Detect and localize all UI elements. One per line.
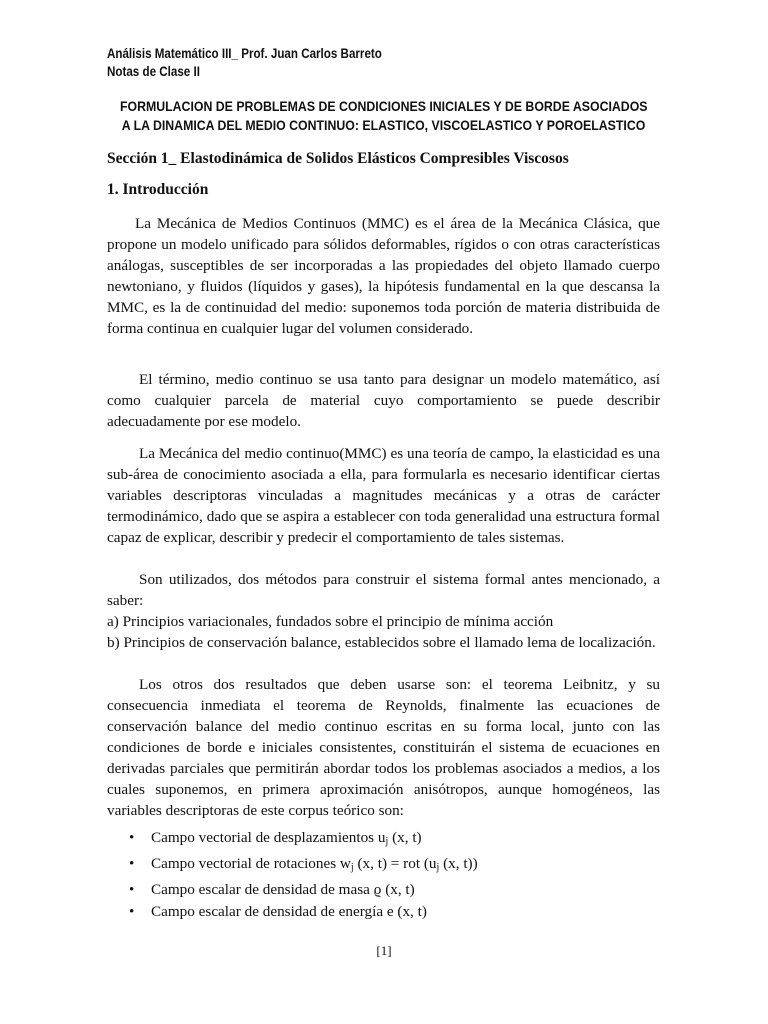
header-course-line: Análisis Matemático III_ Prof. Juan Carlos Barreto xyxy=(107,46,382,61)
subsection-heading: 1. Introducción xyxy=(107,181,209,198)
paragraph-4: Son utilizados, dos métodos para construir el sistema formal antes mencionado, a saber: xyxy=(107,571,660,609)
header-notes-line: Notas de Clase II xyxy=(107,64,200,79)
list-item-a: a) Principios variacionales, fundados sobre el principio de mínima acción xyxy=(107,613,554,630)
list-item: • Campo vectorial de desplazamientos $u_j$ (x, t) xyxy=(107,827,660,853)
paragraph-1: La Mecánica de Medios Continuos (MMC) es el área de la Mecánica Clásica, que propone un modelo unificado para sólidos deformables, rígidos o con otras características análogas, susceptibles de ser incorporadas a las propiedades del objeto llamado cuerpo newtoniano, y fluidos (líquidos y gases), la hipótesis fundamental en la que descansa la MMC, es la de continuidad del medio: suponemos toda porción de materia distribuida de forma continua en cualquier lugar del volumen considerado. xyxy=(107,215,660,337)
page-number: [1] xyxy=(376,943,392,958)
paragraph-5: Los otros dos resultados que deben usarse son: el teorema Leibnitz, y su consecuencia inmediata el teorema de Reynolds, finalmente las ecuaciones de conservación balance del medio continuo escritas en su forma local, junto con las condiciones de borde e iniciales consistentes, constituirán el sistema de ecuaciones en derivadas parciales que permitirán abordar todos los problemas asociados a medios, a los cuales suponemos, en primera aproximación anisótropos, aunque homogéneos, las variables descriptoras de este corpus teórico son: xyxy=(107,676,660,819)
section-heading: Sección 1_ Elastodinámica de Solidos Elásticos Compresibles Viscosos xyxy=(107,150,569,167)
list-item: • Campo vectorial de rotaciones $w_j$ (x, t) = rot ($u_j$ (x, t)) xyxy=(107,853,660,879)
list-item: • Campo escalar de densidad de masa ϱ (x, t) xyxy=(107,879,660,901)
variables-list xyxy=(107,827,660,923)
paragraph-2: El término, medio continuo se usa tanto para designar un modelo matemático, así como cualquier parcela de material cuyo comportamiento se puede describir adecuadamente por ese modelo. xyxy=(107,371,660,430)
list-item-b: b) Principios de conservación balance, establecidos sobre el llamado lema de localización. xyxy=(107,634,656,651)
list-item: • Campo escalar de densidad de energía e (x, t) xyxy=(107,901,660,923)
paragraph-3: La Mecánica del medio continuo(MMC) es una teoría de campo, la elasticidad es una sub-área de conocimiento asociada a ella, para formularla es necesario identificar ciertas variables descriptoras vinculadas a magnitudes mecánicas y a otras de carácter termodinámico, dado que se aspira a establecer con toda generalidad una estructura formal capaz de explicar, describir y predecir el comportamiento de tales sistemas. xyxy=(107,445,660,546)
document-title-line-2: A LA DINAMICA DEL MEDIO CONTINUO: ELASTICO, VISCOELASTICO Y POROELASTICO xyxy=(122,117,646,133)
document-title-line-1: FORMULACION DE PROBLEMAS DE CONDICIONES INICIALES Y DE BORDE ASOCIADOS xyxy=(120,98,648,114)
